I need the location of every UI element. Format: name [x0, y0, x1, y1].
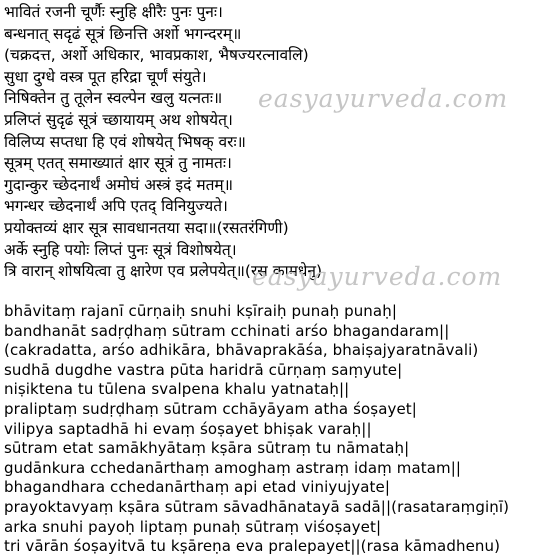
devanagari-line-4: सुधा दुग्धे वस्त्र पूत हरिद्रा चूर्णं संयुते। — [4, 67, 207, 86]
watermark-text-lower: easyayurveda.com — [252, 262, 503, 291]
devanagari-line-1: भावितं रजनी चूर्णैः स्नुहि क्षीरैः पुनः पुनः। — [4, 3, 223, 21]
transliteration-line-13: tri vārān śoṣayitvā tu kṣāreṇa eva pralepayet||(rasa kāmadhenu) — [4, 537, 501, 556]
devanagari-line-9: गुदान्कुर च्छेदनार्थं अमोघं अस्त्रं इदं मतम्॥ — [4, 175, 233, 194]
transliteration-line-10: bhagandhara cchedanārthaṃ api etad viniyujyate| — [4, 478, 390, 497]
devanagari-line-3: (चक्रदत्त, अर्शो अधिकार, भावप्रकाश, भैषज्यरत्नावलि) — [4, 46, 309, 65]
transliteration-block — [0, 302, 530, 557]
transliteration-line-6: praliptaṃ sudṛḍhaṃ sūtram cchāyāyam atha śoṣayet| — [4, 399, 417, 418]
devanagari-line-13: त्रि वारान् शोषयित्वा तु क्षारेण एव प्रलेपयेत्॥(रस कामधेनु) — [4, 262, 323, 281]
devanagari-line-7: विलिप्य सप्तधा हि एवं शोषयेत् भिषक् वरः॥ — [4, 132, 246, 151]
transliteration-line-3: (cakradatta, arśo adhikāra, bhāvaprakāśa, bhaiṣajyaratnāvali) — [4, 341, 479, 360]
devanagari-line-5: निषिक्तेन तु तूलेन स्वल्पेन खलु यत्नतः॥ — [4, 89, 223, 108]
transliteration-line-5: niṣiktena tu tūlena svalpena khalu yatnataḥ|| — [4, 380, 350, 399]
transliteration-line-9: gudānkura cchedanārthaṃ amoghaṃ astraṃ idaṃ matam|| — [4, 458, 462, 477]
devanagari-line-11: प्रयोक्तव्यं क्षार सूत्र सावधानतया सदा॥(रसतरंगिणी) — [4, 218, 289, 237]
devanagari-line-6: प्रलिप्तं सुदृढं सूत्रं च्छायायम् अथ शोषयेत्। — [4, 110, 233, 129]
devanagari-line-8: सूत्रम् एतत् समाख्यातं क्षार सूत्रं तु नामतः। — [4, 154, 232, 173]
watermark-text: easyayurveda.com — [258, 84, 509, 113]
transliteration-line-8: sūtram etat samākhyātaṃ kṣāra sūtraṃ tu nāmataḥ| — [4, 439, 410, 458]
transliteration-line-4: sudhā dugdhe vastra pūta haridrā cūrṇaṃ saṃyute| — [4, 360, 403, 379]
devanagari-verse-block — [0, 2, 530, 283]
devanagari-line-12: अर्के स्नुहि पयोः लिप्तं पुनः सूत्रं विशोषयेत्। — [4, 240, 237, 259]
transliteration-line-7: vilipya saptadhā hi evaṃ śoṣayet bhiṣak varaḥ|| — [4, 419, 372, 438]
devanagari-line-10: भगन्धर च्छेदनार्थं अपि एतद् विनियुज्यते। — [4, 197, 228, 216]
transliteration-line-1: bhāvitaṃ rajanī cūrṇaiḥ snuhi kṣīraiḥ punaḥ punaḥ| — [4, 302, 397, 320]
devanagari-line-2: बन्धनात् सदृढं सूत्रं छिनत्ति अर्शो भगन्दरम्॥ — [4, 24, 242, 43]
transliteration-line-11: prayoktavyaṃ kṣāra sūtram sāvadhānatayā sadā||(rasataraṃgiṇī) — [4, 497, 510, 516]
transliteration-line-2: bandhanāt sadṛḍhaṃ sūtram cchinati arśo bhagandaram|| — [4, 321, 450, 340]
transliteration-line-12: arka snuhi payoḥ liptaṃ punaḥ sūtraṃ viśoṣayet| — [4, 517, 382, 536]
